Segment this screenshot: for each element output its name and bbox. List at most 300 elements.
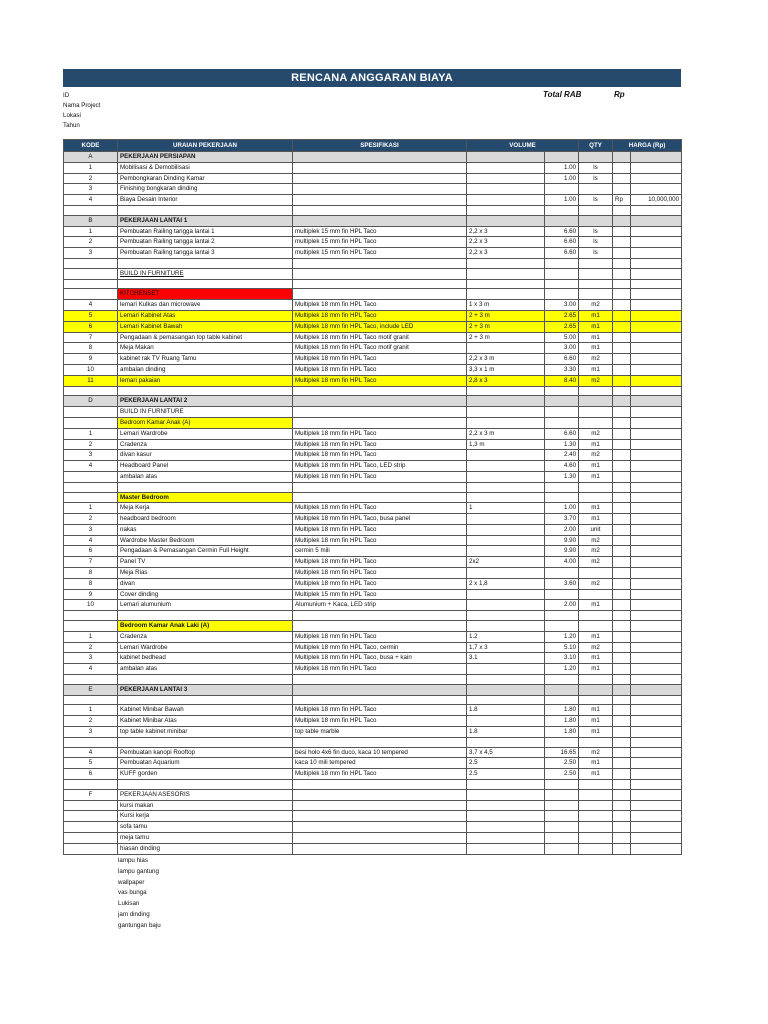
volume-desc-cell: 1,3 m — [467, 439, 545, 450]
currency-cell — [613, 343, 631, 354]
table-row — [64, 727, 682, 738]
volume-desc-cell — [467, 396, 545, 407]
harga-cell — [631, 205, 682, 215]
col-header-kode: KODE — [64, 140, 118, 152]
kode-cell: 3 — [64, 248, 118, 259]
table-row — [64, 321, 682, 332]
harga-cell — [631, 439, 682, 450]
volume-desc-cell — [467, 535, 545, 546]
qty-cell — [579, 737, 613, 747]
volume-cell: 1.00 — [545, 195, 579, 206]
kode-cell: 8 — [64, 578, 118, 589]
table-row — [64, 407, 682, 418]
table-row — [64, 375, 682, 386]
qty-cell: m2 — [579, 578, 613, 589]
volume-cell: 2.65 — [545, 321, 579, 332]
currency-cell — [613, 524, 631, 535]
volume-cell — [545, 800, 579, 811]
volume-desc-cell — [467, 258, 545, 268]
qty-cell — [579, 279, 613, 289]
uraian-cell: kursi makan — [118, 800, 293, 811]
currency-cell: Rp — [613, 195, 631, 206]
qty-cell: m1 — [579, 514, 613, 525]
table-row — [64, 152, 682, 163]
volume-desc-cell — [467, 822, 545, 833]
spesifikasi-cell: Multiplek 18 mm fin HPL Taco — [293, 716, 467, 727]
harga-cell — [631, 162, 682, 173]
table-row — [64, 364, 682, 375]
kode-cell — [64, 279, 118, 289]
table-row — [64, 546, 682, 557]
kode-cell: 6 — [64, 321, 118, 332]
table-header-row — [64, 140, 682, 152]
volume-desc-cell: 3,7 x 4,5 — [467, 747, 545, 758]
harga-cell — [631, 321, 682, 332]
spesifikasi-cell: multiplek 15 mm fin HPL Taco — [293, 226, 467, 237]
spesifikasi-cell: Multiplek 18 mm fin HPL Taco, LED strip — [293, 461, 467, 472]
harga-cell — [631, 789, 682, 800]
volume-desc-cell — [467, 664, 545, 675]
volume-desc-cell — [467, 407, 545, 418]
table-row — [64, 737, 682, 747]
harga-cell — [631, 471, 682, 482]
volume-desc-cell — [467, 482, 545, 492]
currency-cell — [613, 396, 631, 407]
qty-cell: m2 — [579, 375, 613, 386]
kode-cell — [64, 268, 118, 279]
spesifikasi-cell — [293, 195, 467, 206]
spesifikasi-cell — [293, 780, 467, 790]
spesifikasi-cell: top table marble — [293, 727, 467, 738]
spesifikasi-cell — [293, 152, 467, 163]
uraian-cell: Pengadaan & Pemasangan Cermin Full Height — [118, 546, 293, 557]
qty-cell: m1 — [579, 461, 613, 472]
volume-desc-cell — [467, 811, 545, 822]
uraian-cell: Pembuatan Railing tangga lantai 3 — [118, 248, 293, 259]
harga-cell — [631, 780, 682, 790]
kode-cell: 9 — [64, 354, 118, 365]
qty-cell: m1 — [579, 769, 613, 780]
kode-cell: D — [64, 396, 118, 407]
qty-cell — [579, 611, 613, 621]
qty-cell: ls — [579, 248, 613, 259]
harga-cell — [631, 237, 682, 248]
currency-cell — [613, 653, 631, 664]
uraian-cell: ambalan dinding — [118, 364, 293, 375]
currency-cell — [613, 162, 631, 173]
volume-cell: 16.65 — [545, 747, 579, 758]
uraian-cell: Meja Rias — [118, 568, 293, 579]
qty-cell — [579, 675, 613, 685]
currency-cell — [613, 642, 631, 653]
volume-cell: 2.40 — [545, 450, 579, 461]
volume-desc-cell — [467, 215, 545, 226]
table-row — [64, 800, 682, 811]
extra-item: lampu hias — [118, 857, 148, 864]
currency-cell — [613, 300, 631, 311]
harga-cell — [631, 332, 682, 343]
volume-cell: 1.20 — [545, 631, 579, 642]
volume-cell: 2.00 — [545, 524, 579, 535]
spesifikasi-cell — [293, 611, 467, 621]
kode-cell: 7 — [64, 557, 118, 568]
kode-cell: 2 — [64, 173, 118, 184]
uraian-cell: Bedroom Kamar Anak Laki (A) — [118, 621, 293, 632]
spesifikasi-cell: Multiplek 18 mm fin HPL Taco — [293, 300, 467, 311]
kode-cell — [64, 205, 118, 215]
uraian-cell: Lemari Kabinet Bawah — [118, 321, 293, 332]
volume-cell — [545, 611, 579, 621]
spesifikasi-cell — [293, 417, 467, 428]
table-row — [64, 769, 682, 780]
table-row — [64, 205, 682, 215]
col-header-spesifikasi: SPESIFIKASI — [293, 140, 467, 152]
volume-cell — [545, 695, 579, 705]
spesifikasi-cell — [293, 789, 467, 800]
volume-cell: 1.20 — [545, 664, 579, 675]
volume-cell: 5.00 — [545, 332, 579, 343]
volume-desc-cell — [467, 833, 545, 844]
harga-cell — [631, 248, 682, 259]
qty-cell: m2 — [579, 557, 613, 568]
volume-cell — [545, 843, 579, 854]
volume-desc-cell: 2 + 3 m — [467, 321, 545, 332]
qty-cell — [579, 843, 613, 854]
table-body — [64, 152, 682, 855]
qty-cell — [579, 184, 613, 195]
table-row — [64, 514, 682, 525]
spesifikasi-cell: Multiplek 18 mm fin HPL Taco motif granit — [293, 332, 467, 343]
currency-cell — [613, 780, 631, 790]
uraian-cell: Finishing bongkaran dinding — [118, 184, 293, 195]
harga-cell — [631, 705, 682, 716]
col-header-volume: VOLUME — [467, 140, 579, 152]
uraian-cell: Kabinet Minibar Bawah — [118, 705, 293, 716]
volume-cell — [545, 568, 579, 579]
harga-cell — [631, 279, 682, 289]
kode-cell: 10 — [64, 364, 118, 375]
spesifikasi-cell — [293, 386, 467, 396]
harga-cell — [631, 258, 682, 268]
table-row — [64, 184, 682, 195]
currency-cell — [613, 461, 631, 472]
harga-cell — [631, 152, 682, 163]
table-row — [64, 450, 682, 461]
kode-cell: 3 — [64, 653, 118, 664]
table-row — [64, 811, 682, 822]
spesifikasi-cell — [293, 482, 467, 492]
uraian-cell: meja tamu — [118, 833, 293, 844]
kode-cell: 1 — [64, 162, 118, 173]
table-row — [64, 343, 682, 354]
currency-cell — [613, 173, 631, 184]
kode-cell — [64, 737, 118, 747]
volume-cell: 5.10 — [545, 642, 579, 653]
qty-cell — [579, 780, 613, 790]
qty-cell — [579, 833, 613, 844]
harga-cell — [631, 716, 682, 727]
volume-desc-cell: 2,2 x 3 — [467, 226, 545, 237]
currency-cell — [613, 205, 631, 215]
col-header-harga: HARGA (Rp) — [613, 140, 682, 152]
volume-cell — [545, 675, 579, 685]
volume-cell — [545, 268, 579, 279]
currency-cell — [613, 578, 631, 589]
budget-table — [63, 139, 682, 855]
volume-cell — [545, 258, 579, 268]
uraian-cell: Cover dinding — [118, 589, 293, 600]
volume-desc-cell — [467, 546, 545, 557]
currency-cell — [613, 833, 631, 844]
harga-cell — [631, 450, 682, 461]
volume-cell — [545, 279, 579, 289]
meta-location-label: Lokasi — [63, 112, 81, 119]
volume-cell: 3.60 — [545, 578, 579, 589]
qty-cell — [579, 800, 613, 811]
volume-cell — [545, 184, 579, 195]
volume-desc-cell: 1 — [467, 503, 545, 514]
kode-cell — [64, 492, 118, 503]
qty-cell: ls — [579, 226, 613, 237]
volume-cell — [545, 289, 579, 300]
spesifikasi-cell: Multiplek 18 mm fin HPL Taco — [293, 310, 467, 321]
currency-cell — [613, 184, 631, 195]
extra-item: lampu gantung — [118, 867, 159, 875]
harga-cell — [631, 184, 682, 195]
currency-cell — [613, 737, 631, 747]
kode-cell: 7 — [64, 332, 118, 343]
volume-desc-cell — [467, 450, 545, 461]
volume-desc-cell — [467, 205, 545, 215]
volume-desc-cell: 2 + 3 m — [467, 332, 545, 343]
volume-cell — [545, 205, 579, 215]
spesifikasi-cell: multiplek 15 mm fin HPL Taco — [293, 248, 467, 259]
qty-cell: m2 — [579, 535, 613, 546]
table-row — [64, 568, 682, 579]
table-row — [64, 621, 682, 632]
harga-cell — [631, 642, 682, 653]
volume-cell — [545, 780, 579, 790]
spesifikasi-cell: Multiplek 18 mm fin HPL Taco — [293, 568, 467, 579]
extra-item: jam dinding — [118, 910, 150, 918]
harga-cell — [631, 173, 682, 184]
uraian-cell: kabinet rak TV Ruang Tamu — [118, 354, 293, 365]
kode-cell: A — [64, 152, 118, 163]
currency-cell — [613, 268, 631, 279]
extra-items-list — [118, 856, 161, 932]
currency-cell — [613, 611, 631, 621]
kode-cell: 1 — [64, 226, 118, 237]
extra-item: vas bunga — [118, 889, 147, 897]
table-row — [64, 258, 682, 268]
volume-desc-cell: 2,2 x 3 m — [467, 354, 545, 365]
volume-cell — [545, 833, 579, 844]
volume-cell — [545, 621, 579, 632]
volume-desc-cell — [467, 289, 545, 300]
volume-cell: 9.90 — [545, 535, 579, 546]
table-row — [64, 396, 682, 407]
extra-item: wallpaper — [118, 878, 145, 886]
qty-cell: m1 — [579, 758, 613, 769]
currency-cell — [613, 705, 631, 716]
volume-cell — [545, 737, 579, 747]
currency-cell — [613, 226, 631, 237]
harga-cell — [631, 503, 682, 514]
harga-cell — [631, 653, 682, 664]
qty-cell: m2 — [579, 642, 613, 653]
table-row — [64, 428, 682, 439]
spesifikasi-cell — [293, 162, 467, 173]
qty-cell — [579, 822, 613, 833]
table-row — [64, 789, 682, 800]
harga-cell — [631, 631, 682, 642]
volume-desc-cell — [467, 492, 545, 503]
spesifikasi-cell: Multiplek 18 mm fin HPL Taco — [293, 503, 467, 514]
harga-cell — [631, 843, 682, 854]
volume-cell — [545, 396, 579, 407]
spesifikasi-cell: Multiplek 18 mm fin HPL Taco — [293, 439, 467, 450]
table-row — [64, 758, 682, 769]
table-row — [64, 226, 682, 237]
spesifikasi-cell: Multiplek 18 mm fin HPL Taco — [293, 375, 467, 386]
volume-desc-cell — [467, 195, 545, 206]
uraian-cell: Kursi kerja — [118, 811, 293, 822]
uraian-cell: hiasan dinding — [118, 843, 293, 854]
uraian-cell — [118, 482, 293, 492]
volume-desc-cell — [467, 184, 545, 195]
volume-desc-cell — [467, 461, 545, 472]
harga-cell — [631, 386, 682, 396]
qty-cell: unit — [579, 524, 613, 535]
qty-cell: m2 — [579, 546, 613, 557]
qty-cell: m1 — [579, 503, 613, 514]
page-title: RENCANA ANGGARAN BIAYA — [63, 69, 681, 87]
total-rab-label: Total RAB — [543, 90, 582, 99]
currency-cell — [613, 747, 631, 758]
kode-cell: 4 — [64, 747, 118, 758]
volume-cell: 1.30 — [545, 439, 579, 450]
currency-cell — [613, 503, 631, 514]
uraian-cell — [118, 205, 293, 215]
uraian-cell: PEKERJAAN LANTAI 2 — [118, 396, 293, 407]
volume-cell: 2.50 — [545, 769, 579, 780]
table-row — [64, 332, 682, 343]
currency-cell — [613, 482, 631, 492]
volume-desc-cell: 1 x 3 m — [467, 300, 545, 311]
qty-cell — [579, 258, 613, 268]
spesifikasi-cell — [293, 407, 467, 418]
currency-cell — [613, 332, 631, 343]
volume-desc-cell: 2,8 x 3 — [467, 375, 545, 386]
harga-cell — [631, 514, 682, 525]
qty-cell — [579, 386, 613, 396]
qty-cell: m1 — [579, 343, 613, 354]
harga-cell — [631, 300, 682, 311]
harga-cell — [631, 375, 682, 386]
spesifikasi-cell: besi holo 4x6 fin duco, kaca 10 tempered — [293, 747, 467, 758]
harga-cell — [631, 524, 682, 535]
volume-desc-cell — [467, 843, 545, 854]
kode-cell: 11 — [64, 375, 118, 386]
volume-cell: 1.80 — [545, 727, 579, 738]
table-row — [64, 248, 682, 259]
harga-cell — [631, 492, 682, 503]
kode-cell — [64, 621, 118, 632]
kode-cell — [64, 675, 118, 685]
uraian-cell: Lemari Wardrobe — [118, 642, 293, 653]
harga-cell — [631, 611, 682, 621]
kode-cell — [64, 258, 118, 268]
currency-cell — [613, 631, 631, 642]
qty-cell: m1 — [579, 664, 613, 675]
currency-cell — [613, 811, 631, 822]
kode-cell: 8 — [64, 343, 118, 354]
table-row — [64, 461, 682, 472]
volume-desc-cell — [467, 514, 545, 525]
kode-cell: 2 — [64, 716, 118, 727]
table-row — [64, 195, 682, 206]
table-row — [64, 279, 682, 289]
qty-cell: ls — [579, 162, 613, 173]
kode-cell — [64, 822, 118, 833]
volume-desc-cell: 2 + 3 m — [467, 310, 545, 321]
currency-cell — [613, 428, 631, 439]
currency-cell — [613, 215, 631, 226]
spesifikasi-cell: Multiplek 18 mm fin HPL Taco — [293, 557, 467, 568]
uraian-cell — [118, 258, 293, 268]
qty-cell — [579, 568, 613, 579]
spesifikasi-cell — [293, 737, 467, 747]
kode-cell: 2 — [64, 439, 118, 450]
qty-cell: m2 — [579, 300, 613, 311]
spesifikasi-cell — [293, 268, 467, 279]
volume-cell: 6.60 — [545, 428, 579, 439]
kode-cell: 4 — [64, 664, 118, 675]
currency-cell — [613, 354, 631, 365]
kode-cell: 1 — [64, 705, 118, 716]
table-row — [64, 310, 682, 321]
col-header-uraian: URAIAN PEKERJAAN — [118, 140, 293, 152]
harga-cell — [631, 758, 682, 769]
spesifikasi-cell — [293, 184, 467, 195]
harga-cell — [631, 407, 682, 418]
uraian-cell: ambalan atas — [118, 664, 293, 675]
kode-cell — [64, 471, 118, 482]
volume-cell — [545, 417, 579, 428]
qty-cell — [579, 205, 613, 215]
volume-desc-cell — [467, 343, 545, 354]
volume-desc-cell: 2,2 x 3 — [467, 248, 545, 259]
spesifikasi-cell — [293, 173, 467, 184]
kode-cell: 4 — [64, 461, 118, 472]
volume-desc-cell — [467, 780, 545, 790]
currency-cell — [613, 621, 631, 632]
harga-cell — [631, 833, 682, 844]
table-row — [64, 162, 682, 173]
uraian-cell: divan — [118, 578, 293, 589]
harga-cell: 10,000,000 — [631, 195, 682, 206]
spesifikasi-cell — [293, 811, 467, 822]
uraian-cell: Master Bedroom — [118, 492, 293, 503]
harga-cell — [631, 535, 682, 546]
table-row — [64, 611, 682, 621]
currency-cell — [613, 279, 631, 289]
spesifikasi-cell — [293, 621, 467, 632]
qty-cell: m1 — [579, 727, 613, 738]
currency-cell — [613, 407, 631, 418]
spesifikasi-cell — [293, 215, 467, 226]
volume-cell: 1.30 — [545, 471, 579, 482]
